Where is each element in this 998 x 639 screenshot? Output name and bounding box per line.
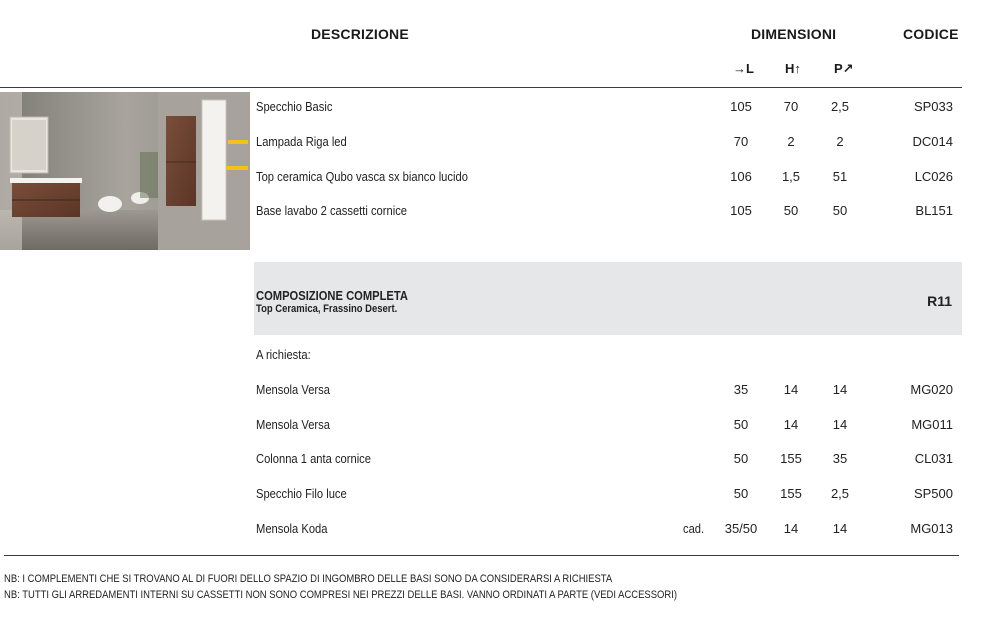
item-height: 14 [783,417,799,432]
item-depth: 35 [832,451,848,466]
item-depth: 2 [836,134,844,149]
item-code: MG013 [910,521,953,536]
item-code: SP033 [913,99,953,114]
item-width: 70 [733,134,749,149]
item-height: 50 [783,203,799,218]
item-code: MG020 [910,382,953,397]
item-depth: 14 [832,382,848,397]
item-description: Top ceramica Qubo vasca sx bianco lucido [256,169,468,184]
item-width: 105 [730,203,752,218]
on-request-label: A richiesta: [256,347,311,362]
item-depth: 2,5 [830,486,850,501]
item-description: Lampada Riga led [256,134,347,149]
header-dim-l: →L [733,61,754,76]
header-dim-p: P↗ [834,61,854,76]
item-depth: 2,5 [830,99,850,114]
item-description: Base lavabo 2 cassetti cornice [256,203,408,218]
item-height: 14 [783,521,799,536]
table-row [0,201,998,221]
item-height: 155 [780,486,802,501]
table-row [0,97,998,117]
header-codice: CODICE [903,26,959,42]
item-code: SP500 [913,486,953,501]
note-line: NB: TUTTI GLI ARREDAMENTI INTERNI SU CASSETTI NON SONO COMPRESI NEI PREZZI DELLE BASI. VANNO ORDINATI A PARTE (VEDI ACCESSORI) [4,589,678,601]
item-depth: 14 [832,521,848,536]
item-height: 70 [783,99,799,114]
table-row [0,449,998,469]
item-width: 50 [733,486,749,501]
item-description: Mensola Versa [256,382,330,397]
header-dimensioni: DIMENSIONI [751,26,837,42]
on-request-row [0,345,998,365]
composition-title: COMPOSIZIONE COMPLETA [256,288,408,303]
composition-band [254,262,962,335]
item-code: BL151 [915,203,953,218]
item-description: Mensola Koda [256,521,328,536]
header-descrizione: DESCRIZIONE [311,26,409,42]
item-description: Specchio Basic [256,99,333,114]
composition-code: R11 [927,293,952,309]
table-row [0,132,998,152]
item-height: 1,5 [781,169,801,184]
item-depth: 50 [832,203,848,218]
item-code: DC014 [912,134,953,149]
item-depth: 14 [832,417,848,432]
table-row [0,519,998,539]
item-width: 106 [730,169,752,184]
header-dim-h: H↑ [785,61,801,76]
item-width: 35 [733,382,749,397]
table-row [0,167,998,187]
item-description: Specchio Filo luce [256,486,347,501]
item-depth: 51 [832,169,848,184]
table-row [0,484,998,504]
item-height: 155 [780,451,802,466]
table-row [0,415,998,435]
header-divider [0,87,962,88]
item-width: 50 [733,451,749,466]
item-height: 2 [787,134,795,149]
note-line: NB: I COMPLEMENTI CHE SI TROVANO AL DI FUORI DELLO SPAZIO DI INGOMBRO DELLE BASI SONO DA CONSIDERARSI A RICHIESTA [4,573,613,585]
item-code: CL031 [914,451,953,466]
item-code: MG011 [911,417,953,432]
composition-subtitle: Top Ceramica, Frassino Desert. [256,303,398,315]
footer-divider [4,555,959,556]
item-width: 105 [730,99,752,114]
item-code: LC026 [914,169,953,184]
item-width: 35/50 [724,521,758,536]
item-prefix: cad. [683,521,705,536]
item-description: Colonna 1 anta cornice [256,451,371,466]
table-row [0,380,998,400]
item-description: Mensola Versa [256,417,330,432]
item-height: 14 [783,382,799,397]
item-width: 50 [733,417,749,432]
